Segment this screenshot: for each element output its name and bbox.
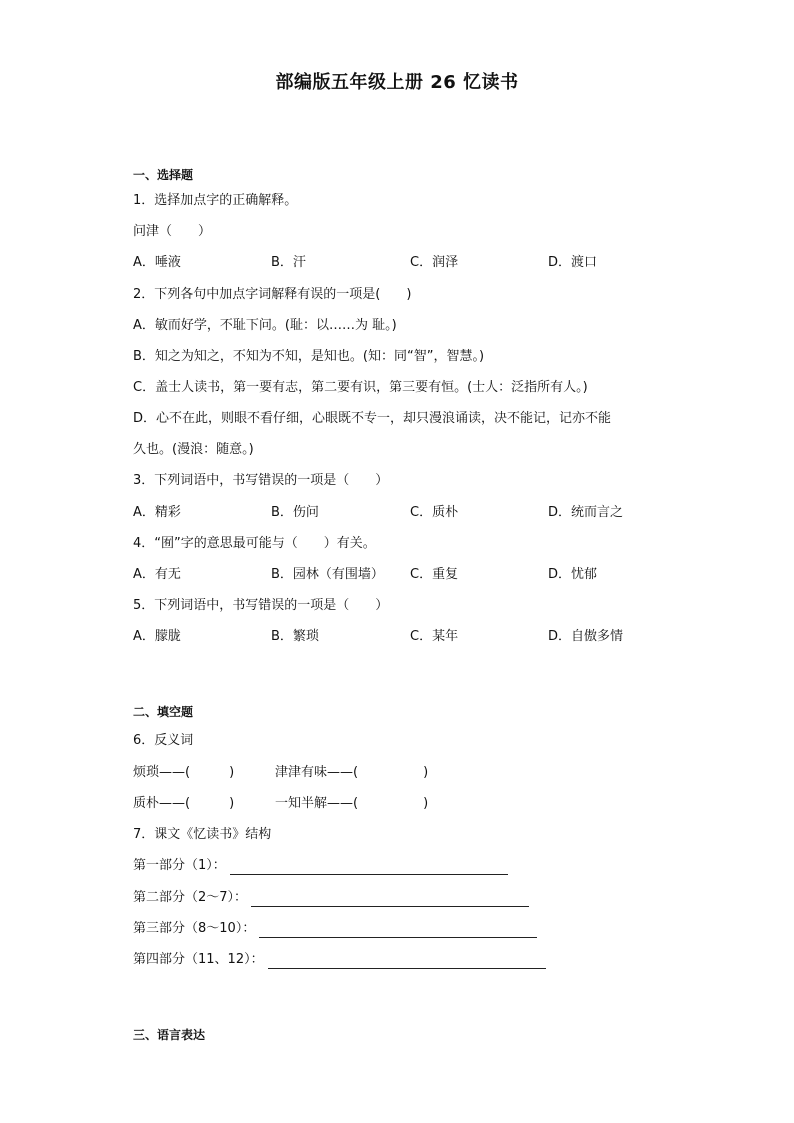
section-heading-expression: 三、语言表达 <box>133 1028 206 1042</box>
q2-option-c: C．盖士人读书，第一要有志，第二要有识，第三要有恒。(士人：泛指所有人。) <box>133 380 588 395</box>
question-5-stem: 5．下列词语中，书写错误的一项是（ ） <box>133 598 389 613</box>
question-3-stem: 3．下列词语中，书写错误的一项是（ ） <box>133 473 389 488</box>
q7-part-1-label: 第一部分（1）： <box>133 858 226 873</box>
q6-antonym-4: 一知半解——( ) <box>275 796 429 811</box>
question-6-stem: 6．反义词 <box>133 733 194 748</box>
q4-option-b: B．园林（有围墙） <box>271 567 384 582</box>
q2-option-a: A．敏而好学，不耻下问。(耻：以……为 耻。) <box>133 318 397 333</box>
q7-part-2-label: 第二部分（2～7）： <box>133 890 248 905</box>
question-2-stem: 2．下列各句中加点字词解释有误的一项是( ) <box>133 287 412 302</box>
q4-option-c: C．重复 <box>410 567 459 582</box>
q3-option-c: C．质朴 <box>410 505 459 520</box>
q7-part-4-blank[interactable] <box>268 954 546 969</box>
q4-option-d: D．忧郁 <box>548 567 598 582</box>
q2-option-b: B．知之为知之，不知为不知，是知也。(知：同“智”，智慧。) <box>133 349 485 364</box>
q7-part-3 <box>133 920 537 938</box>
q7-part-1 <box>133 857 508 875</box>
question-4-stem: 4．“囿”字的意思最可能与（ ）有关。 <box>133 536 376 551</box>
q5-option-a: A．朦胧 <box>133 629 181 644</box>
q5-option-d: D．自傲多情 <box>548 629 624 644</box>
q2-option-d-line2: 久也。(漫浪：随意。) <box>133 442 254 457</box>
q1-option-c: C．润泽 <box>410 255 459 270</box>
q3-option-d: D．统而言之 <box>548 505 624 520</box>
q7-part-4 <box>133 951 546 969</box>
page-title: 部编版五年级上册 26 忆读书 <box>275 72 519 93</box>
question-1-sub: 问津（ ） <box>133 224 212 239</box>
q7-part-3-blank[interactable] <box>259 923 537 938</box>
q1-option-a: A．唾液 <box>133 255 181 270</box>
q7-part-2 <box>133 889 529 907</box>
section-heading-fill: 二、填空题 <box>133 705 194 719</box>
q2-option-d-line1: D．心不在此，则眼不看仔细，心眼既不专一，却只漫浪诵读，决不能记，记亦不能 <box>133 411 612 426</box>
q7-part-2-blank[interactable] <box>251 892 529 907</box>
q5-option-b: B．繁琐 <box>271 629 319 644</box>
q1-option-b: B．汗 <box>271 255 306 270</box>
q4-option-a: A．有无 <box>133 567 181 582</box>
q1-option-d: D．渡口 <box>548 255 598 270</box>
q3-option-b: B．伤问 <box>271 505 319 520</box>
q3-option-a: A．精彩 <box>133 505 181 520</box>
q6-antonym-2: 津津有味——( ) <box>275 765 429 780</box>
q7-part-4-label: 第四部分（11、12）： <box>133 952 264 967</box>
q7-part-3-label: 第三部分（8～10）： <box>133 921 256 936</box>
q6-antonym-3: 质朴——( ) <box>133 796 235 811</box>
q6-antonym-1: 烦琐——( ) <box>133 765 235 780</box>
question-7-stem: 7．课文《忆读书》结构 <box>133 827 272 842</box>
q7-part-1-blank[interactable] <box>230 860 508 875</box>
section-heading-choice: 一、选择题 <box>133 168 194 182</box>
question-1-stem: 1．选择加点字的正确解释。 <box>133 193 298 208</box>
q5-option-c: C．某年 <box>410 629 459 644</box>
